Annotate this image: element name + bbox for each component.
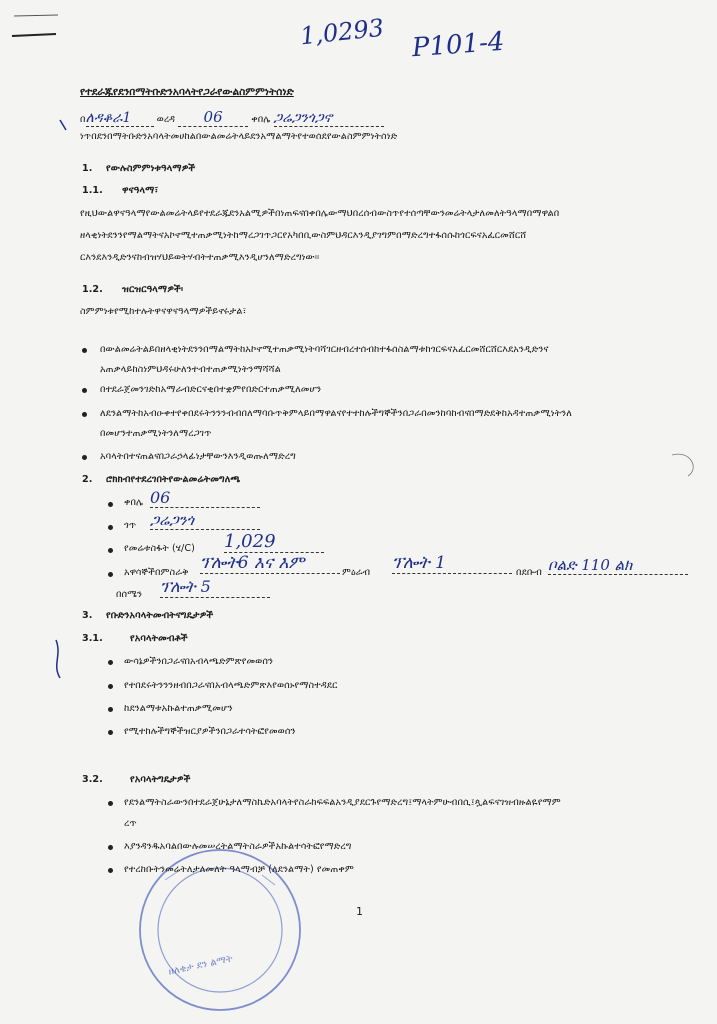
section-3-2-heading: የአባላትግዴታዎች [130,774,191,785]
section-3-heading: የቡድንአባላትመብትናግዴታዎች [106,610,214,621]
kebele-label: ቀበሌ [251,114,271,125]
bullet [108,868,113,873]
field-area-label: የመሬቱስፋት (ሄ/C) [124,543,195,554]
right-item-4: የሚተከሉችግኞችዝርያዎችንበጋራተሳትፎየመወሰን [124,726,296,737]
bullet [82,348,87,353]
bullet [82,412,87,417]
right-item-2: የተበደሩትንንንዘብበጋራናበአብላጫድምጽእየወሰኑየማስተዳደር [124,680,338,691]
bullet [108,801,113,806]
section-1-number: 1. [82,163,93,174]
section-1-2-intro: ስምምነቱየሚከተሉትዋናዋናዓላማዎችይኖሩታል፣ [80,306,247,317]
section-3-number: 3. [82,610,93,621]
section-1-1-heading: ዋናዓላማ፣ [122,185,159,196]
field-got-label: ጎጥ [124,520,137,531]
pen-mark [56,640,60,678]
section-2-number: 2. [82,474,93,485]
field-west-value: ፕሎት 1 [392,553,512,574]
duty-item-1-cont: ረጥ [124,818,137,829]
field-east-value: ፕሎት6 እና እም [200,553,340,574]
document-title: የተደራጁየደንበማትቡድንአባላትየጋራየውልስምምነትሰነድ [80,86,294,98]
bullet [108,502,113,507]
right-item-3: ከደንልማቱአኩልተጠቃሚመሆን [124,703,233,714]
section-1-2-heading: ዝርዝርዓላማዎች፡ [122,284,184,295]
field-north-value: ፕሎት 5 [160,577,270,598]
scan-mark-header [14,15,58,16]
duty-item-3: የተረከቡትንመሬትለታለመለት ዓላማብቻ (ለደንልማት) የመጠቀም [124,864,354,875]
section-3-2-number: 3.2. [82,774,103,785]
bullet [108,707,113,712]
pen-mark-small [60,120,66,130]
field-kebele-label: ቀበሌ [124,497,144,508]
bullet [108,660,113,665]
bullet [108,548,113,553]
objective-item-2: በተደራጀመንገድከአማራብድርናቂበተቋምየበድርተጠቃሚለመሆን [100,384,322,395]
field-east-label: አዋሳኞችበምስራቅ [124,567,189,578]
bullet [108,845,113,850]
field-north-label: በሰሜን [116,589,143,600]
header-prefix: በ [80,114,86,125]
field-got-value: ጋሬጋንጎ [150,511,260,530]
stamp-text: ዘለቄታ ደን ልማት [167,953,234,978]
field-area-value: 1,029 [224,531,324,553]
purpose-line-2: ዘላቂነትደንንየማልማትናአኮኖሚተጠቃሚነትከማረጋገጥጋርየአካበቢውስምህዳርእንዲያገግምበማድረግተፋሰሱከጎርፍናአፈርመሸርሸ [80,230,527,241]
handwritten-code: P101-4 [411,26,506,64]
bullet [82,455,87,460]
section-1-2-number: 1.2. [82,284,103,295]
bullet [108,572,113,577]
duty-item-2: እያንዳንዱአባልበውሉመሠረትልማትስራዎችአኩልተሳትፎየማድረግ [124,841,352,852]
intro-line: ነጥበደንበማትቡድንአባላትመሀከልበውልመሬትላይደንአማልማትየተወሰደየውልስምምነትሰነድ [80,131,398,142]
page-number: 1 [356,905,364,918]
field-south-label: በደቡብ [516,567,542,578]
purpose-line-1: የዚህውልዋናዓላማየውልመሬትላይየተደራጁደንአልሚዎችበነጠፍናበቀበሌውማህበረሰብውስጥየተሰጣቸውንመሬትላታለመለትዓላማበማዋልበ [80,208,560,219]
woreda-label: ወረዳ [156,114,176,125]
purpose-line-3: ርእንደእንዲድንናከብዝሃህይወትሃብትተጠቃሚእንዲሆንለማድረግነው። [80,252,320,263]
duty-item-1: የደንልማትስራውንበተደራጀሁኔታለማስኬድአባላትየስራከፍፍልአንዲያደርጉየማድረግ፤ማላትምሁብበሲ፤ጷልፍናገዝብዙልዬየማም [124,797,561,808]
section-1-heading: የውሉስምምነቱዓላማዎች [106,163,196,174]
woreda-value: 06 [178,108,248,127]
right-item-1: ውሳኔዎችንበጋራናበአብላጫድምጽየመወሰን [124,656,274,667]
scan-mark-top [12,34,56,36]
objective-item-1-cont: አጠቃላይከስነምህዳሩሁለንተብተጠቃሚነትንማሻሻል [100,364,281,375]
handwritten-number: 1,0293 [298,13,386,51]
section-3-1-number: 3.1. [82,633,103,644]
header-field1: ለዳቆራ1 [86,110,154,127]
section-1-1-number: 1.1. [82,185,103,196]
bullet [108,525,113,530]
faint-mark [672,454,693,476]
section-3-1-heading: የአባላትመብቶች [130,633,188,644]
section-2-heading: ሮክክብየተደረገበትየውልመሬትመግለጫ [106,474,241,485]
objective-item-4: አባላትበተናጠልናበጋራኃላፊነታቸውንእንዲወጡለማድረግ [100,451,296,462]
objective-item-1: በውልመሬትልይበዘላቂነትደንንበማልማትከአኮኖሚተጠቃሚነትባሻገርዘብረተሰብከተፋሰስልማቱከጎርፍናአፈርመሸርሸርእደአንዲድንና [100,344,549,355]
field-south-value: ቦልድ 110 ልክ [548,556,688,575]
bullet [82,388,87,393]
field-west-label: ምዕራብ [342,567,371,578]
objective-item-3: ለደንልማትከአብዑቀተየቀበደሩትንንንብብበለማባቡጥቅምላይበማዋልናየተተከሉችግኞችንበጋራበመንከባከብናበማድደቅከአዳተጠቃሚነትንለ [100,408,572,419]
kebele-value: ጋሬጋንጎጋኖ [274,110,384,127]
bullet [108,730,113,735]
objective-item-3-cont: በመሆንተጠቃሚነትንለማረጋገጥ [100,428,212,439]
bullet [108,684,113,689]
header-row [80,108,384,127]
field-kebele-value: 06 [150,488,260,508]
